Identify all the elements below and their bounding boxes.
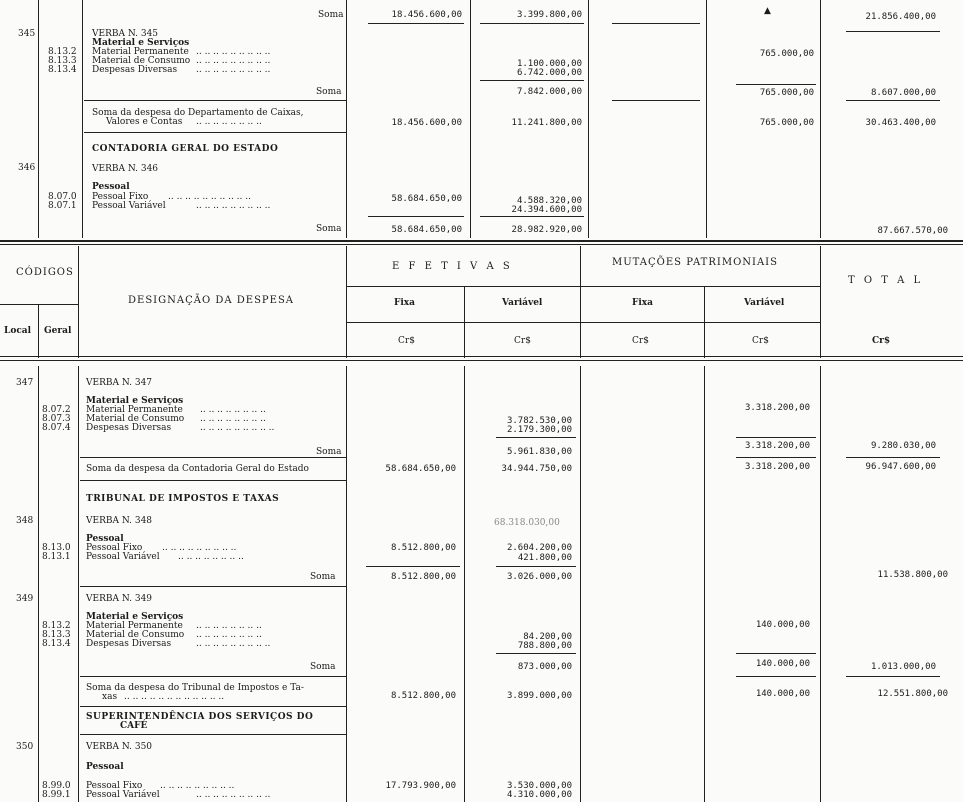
value-variavel: 3.899.000,00 [506, 691, 572, 701]
value-variavel: 4.310.000,00 [506, 790, 572, 800]
item-code: 8.07.1 [48, 201, 77, 211]
sum-rule [612, 100, 700, 101]
sum-rule [480, 23, 584, 24]
leader-dots: .. .. .. .. .. .. .. .. [200, 405, 266, 415]
value-variavel: 24.394.600,00 [511, 205, 582, 215]
header-mut-variavel: Variável [744, 298, 785, 308]
item-code: 8.07.3 [42, 414, 71, 424]
value-total: 11.538.800,00 [877, 570, 948, 580]
rule [820, 366, 821, 802]
rule-geral [82, 0, 83, 238]
local-code: 346 [18, 163, 36, 173]
section-title: TRIBUNAL DE IMPOSTOS E TAXAS [86, 494, 280, 504]
soma-tribunal-line2: xas [102, 692, 118, 702]
leader-dots: .. .. .. .. .. .. .. .. .. .. [168, 192, 251, 202]
leader-dots: .. .. .. .. .. .. .. .. .. [200, 423, 275, 433]
item-label: Material Permanente [86, 405, 183, 415]
value-mut-variavel: 765.000,00 [759, 118, 814, 128]
value-variavel: 3.530.000,00 [506, 781, 572, 791]
rule [0, 304, 78, 305]
value-fixa: 58.684.650,00 [385, 464, 456, 474]
item-code: 8.07.2 [42, 405, 71, 415]
value-variavel: 5.961.830,00 [506, 447, 572, 457]
soma-label: Soma [318, 10, 344, 20]
item-code: 8.13.0 [42, 543, 71, 553]
item-label: Despesas Diversas [86, 423, 172, 433]
currency-label: Cr$ [752, 336, 769, 346]
rule [346, 246, 347, 358]
section-rule [80, 734, 346, 735]
value-variavel: 4.588.320,00 [516, 196, 582, 206]
leader-dots: .. .. .. .. .. .. .. .. .. [196, 47, 271, 57]
value-total: 9.280.030,00 [870, 441, 936, 451]
sum-rule [368, 23, 464, 24]
item-label: Material de Consumo [86, 630, 185, 640]
item-code: 8.07.0 [48, 192, 77, 202]
section-rule [80, 706, 346, 707]
value-variavel: 1.100.000,00 [516, 59, 582, 69]
local-code: 345 [18, 29, 36, 39]
value-mut-variavel: 3.318.200,00 [744, 441, 810, 451]
value-fixa: 58.684.650,00 [391, 225, 462, 235]
group-title: Material e Serviços [86, 396, 184, 406]
item-label: Material de Consumo [86, 414, 185, 424]
rule-variavel [588, 0, 589, 238]
rule [0, 360, 963, 361]
currency-label: Cr$ [398, 336, 415, 346]
value-fixa: 8.512.800,00 [390, 543, 456, 553]
sum-rule [736, 676, 816, 677]
value-mut-variavel: 3.318.200,00 [744, 403, 810, 413]
header-variavel: Variável [502, 298, 543, 308]
item-label: Pessoal Fixo [86, 781, 143, 791]
triangle-mark-icon: ▲ [764, 6, 771, 16]
value-mut-variavel: 140.000,00 [755, 689, 810, 699]
value-variavel: 421.800,00 [517, 553, 572, 563]
sum-rule [480, 216, 584, 217]
soma-label: Soma [310, 572, 336, 582]
value-fixa: 8.512.800,00 [390, 691, 456, 701]
value-fixa: 18.456.600,00 [391, 118, 462, 128]
value-total: 87.667.570,00 [877, 226, 948, 236]
rule [580, 246, 581, 358]
header-local: Local [4, 326, 32, 336]
section-rule [80, 457, 346, 458]
header-geral: Geral [44, 326, 72, 336]
rule-local [38, 0, 39, 238]
sum-rule [366, 566, 460, 567]
item-code: 8.13.2 [48, 47, 77, 57]
header-codigos: CÓDIGOS [16, 267, 74, 278]
sum-rule [846, 31, 940, 32]
page-break-rule [0, 244, 963, 245]
sum-rule [612, 23, 700, 24]
section-title: SUPERINTENDÊNCIA DOS SERVIÇOS DO [86, 712, 314, 722]
group-title: Pessoal [86, 762, 124, 772]
header-designacao: DESIGNAÇÃO DA DESPESA [128, 295, 295, 306]
value-total: 1.013.000,00 [870, 662, 936, 672]
currency-label: Cr$ [872, 336, 891, 346]
leader-dots: .. .. .. .. .. .. .. .. .. [196, 65, 271, 75]
page-break-rule [0, 240, 963, 242]
leader-dots: .. .. .. .. .. .. .. .. [196, 630, 262, 640]
soma-dept-line1: Soma da despesa do Departamento de Caixas, [92, 108, 304, 118]
item-label: Material de Consumo [92, 56, 191, 66]
section-title: CONTADORIA GERAL DO ESTADO [92, 144, 279, 154]
value-variavel: 84.200,00 [523, 632, 572, 642]
item-code: 8.13.3 [48, 56, 77, 66]
verba-title: VERBA N. 348 [86, 516, 153, 526]
rule-designacao [346, 0, 347, 238]
section-rule [84, 100, 346, 101]
sum-rule [846, 676, 940, 677]
rule-mut-fixa [706, 0, 707, 238]
soma-label: Soma [310, 662, 336, 672]
value-variavel: 3.782.530,00 [506, 416, 572, 426]
value-variavel: 3.399.800,00 [516, 10, 582, 20]
rule [0, 356, 963, 357]
leader-dots: .. .. .. .. .. .. .. .. .. [196, 639, 271, 649]
leader-dots: .. .. .. .. .. .. .. .. [200, 414, 266, 424]
rule-fixa [470, 0, 471, 238]
rule [346, 286, 820, 287]
value-variavel: 28.982.920,00 [511, 225, 582, 235]
verba-title: VERBA N. 349 [86, 594, 153, 604]
header-mut-fixa: Fixa [632, 298, 654, 308]
soma-contadoria-label: Soma da despesa da Contadoria Geral do Estado [86, 464, 309, 474]
value-total: 12.551.800,00 [877, 689, 948, 699]
group-title: Material e Serviços [86, 612, 184, 622]
soma-label: Soma [316, 447, 342, 457]
sum-rule [736, 437, 816, 438]
local-code: 347 [16, 378, 34, 388]
leader-dots: .. .. .. .. .. .. .. .. [178, 552, 244, 562]
value-total: 30.463.400,00 [865, 118, 936, 128]
local-code: 350 [16, 742, 34, 752]
header-efetivas: E F E T I V A S [392, 261, 513, 272]
rule [464, 366, 465, 802]
leader-dots: .. .. .. .. .. .. .. .. [196, 117, 262, 127]
leader-dots: .. .. .. .. .. .. .. .. .. [196, 790, 271, 800]
item-code: 8.99.1 [42, 790, 71, 800]
verba-title: VERBA N. 350 [86, 742, 153, 752]
header-fixa: Fixa [394, 298, 416, 308]
value-variavel: 11.241.800,00 [511, 118, 582, 128]
group-title: Pessoal [86, 534, 124, 544]
value-variavel: 2.179.300,00 [506, 425, 572, 435]
sum-rule [480, 80, 584, 81]
rule [78, 246, 79, 358]
leader-dots: .. .. .. .. .. .. .. .. .. [162, 543, 237, 553]
value-variavel: 7.842.000,00 [516, 87, 582, 97]
sum-rule [368, 216, 464, 217]
currency-label: Cr$ [514, 336, 531, 346]
item-code: 8.07.4 [42, 423, 71, 433]
item-label: Pessoal Variável [92, 201, 166, 211]
value-variavel: 34.944.750,00 [501, 464, 572, 474]
leader-dots: .. .. .. .. .. .. .. .. [196, 621, 262, 631]
section-title-line2: CAFÉ [120, 721, 148, 731]
leader-dots: .. .. .. .. .. .. .. .. .. [196, 201, 271, 211]
item-label: Pessoal Fixo [86, 543, 143, 553]
value-fixa: 58.684.650,00 [391, 194, 462, 204]
value-fixa: 17.793.900,00 [385, 781, 456, 791]
item-code: 8.13.1 [42, 552, 71, 562]
soma-label: Soma [316, 87, 342, 97]
currency-label: Cr$ [632, 336, 649, 346]
item-label: Material Permanente [86, 621, 183, 631]
sum-rule [736, 653, 816, 654]
item-label: Pessoal Variável [86, 552, 160, 562]
section-rule [80, 676, 346, 677]
section-rule [80, 586, 346, 587]
sum-rule [496, 653, 576, 654]
rule [820, 246, 821, 358]
local-code: 349 [16, 594, 34, 604]
soma-label: Soma [316, 224, 342, 234]
value-fixa: 8.512.800,00 [390, 572, 456, 582]
value-variavel: 2.604.200,00 [506, 543, 572, 553]
item-code: 8.13.2 [42, 621, 71, 631]
rule [346, 322, 820, 323]
item-label: Pessoal Variável [86, 790, 160, 800]
leader-dots: .. .. .. .. .. .. .. .. .. .. .. .. [124, 692, 225, 702]
value-total: 21.856.400,00 [865, 12, 936, 22]
sum-rule [736, 84, 816, 85]
verba-title: VERBA N. 345 [92, 29, 159, 39]
item-label: Material Permanente [92, 47, 189, 57]
rule-mut-variavel [820, 0, 821, 238]
value-variavel: 873.000,00 [517, 662, 572, 672]
header-total: T O T A L [848, 275, 924, 286]
verba-title: VERBA N. 347 [86, 378, 153, 388]
leader-dots: .. .. .. .. .. .. .. .. .. [160, 781, 235, 791]
rule [38, 304, 39, 358]
rule [704, 366, 705, 802]
value-fixa: 18.456.600,00 [391, 10, 462, 20]
value-mut-variavel: 140.000,00 [755, 659, 810, 669]
item-label: Despesas Diversas [86, 639, 172, 649]
item-code: 8.13.4 [42, 639, 71, 649]
rule [78, 366, 79, 802]
value-total: 96.947.600,00 [865, 462, 936, 472]
rule [346, 366, 347, 802]
item-code: 8.99.0 [42, 781, 71, 791]
value-mut-variavel: 140.000,00 [755, 620, 810, 630]
item-code: 8.13.4 [48, 65, 77, 75]
sum-rule [736, 457, 816, 458]
sum-rule [846, 457, 940, 458]
rule [580, 366, 581, 802]
item-code: 8.13.3 [42, 630, 71, 640]
value-mut-variavel: 3.318.200,00 [744, 462, 810, 472]
sum-rule [496, 566, 576, 567]
local-code: 348 [16, 516, 34, 526]
item-label: Pessoal Fixo [92, 192, 149, 202]
group-title: Material e Serviços [92, 38, 190, 48]
value-variavel: 3.026.000,00 [506, 572, 572, 582]
value-total: 8.607.000,00 [870, 88, 936, 98]
section-rule [84, 132, 346, 133]
leader-dots: .. .. .. .. .. .. .. .. .. [196, 56, 271, 66]
verba-title: VERBA N. 346 [92, 164, 159, 174]
value-variavel: 6.742.000,00 [516, 68, 582, 78]
rule [38, 366, 39, 802]
sum-rule [846, 100, 940, 101]
sum-rule [496, 437, 576, 438]
value-variavel: 788.800,00 [517, 641, 572, 651]
soma-dept-line2: Valores e Contas [106, 117, 183, 127]
value-mut-variavel: 765.000,00 [759, 88, 814, 98]
value-mut-variavel: 765.000,00 [759, 49, 814, 59]
section-rule [80, 480, 346, 481]
item-label: Despesas Diversas [92, 65, 178, 75]
group-title: Pessoal [92, 182, 130, 192]
header-mutacoes: MUTAÇÕES PATRIMONIAIS [612, 257, 778, 268]
faint-stamp: 68.318.030,00 [494, 518, 560, 528]
soma-tribunal-line1: Soma da despesa do Tribunal de Impostos e Ta- [86, 683, 304, 693]
